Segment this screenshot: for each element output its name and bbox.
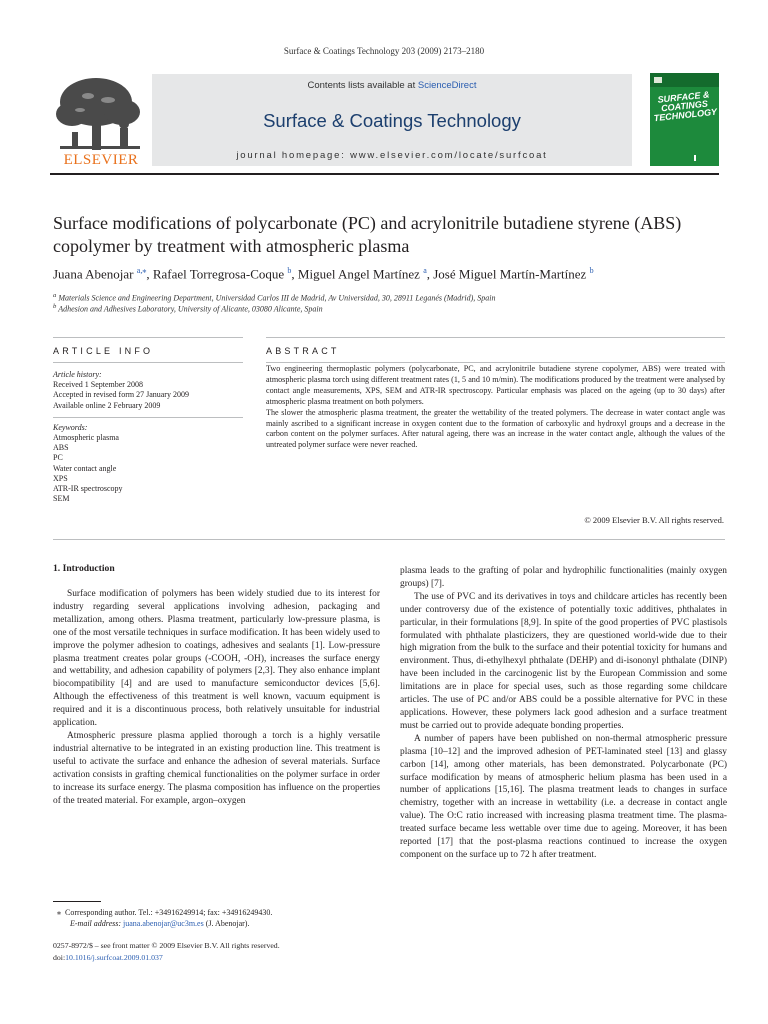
affiliation-text: Materials Science and Engineering Department, Universidad Carlos III de Madrid, Av Universidad, 30, 28911 Leganés (Madrid), Spain [58,293,496,303]
body-paragraph: Atmospheric pressure plasma applied thorough a torch is a highly versatile industrial alternative to be integrated in an existing production line. This treatment is useful to activate the surface and enhance the adhesion of several materials. Surface activation consists in grafting chemical functionalities on the polymer surface in order to increase its surface energy. The plasma composition has influence on the properties of the treated material. For example, argon–oxygen [53,730,380,806]
email-link[interactable]: juana.abenojar@uc3m.es [123,919,204,928]
body-paragraph: A number of papers have been published on non-thermal atmospheric pressure plasma [10–12] and the improved adhesion of PET-laminated steel [13] and glassy carbon [14], among other materials, has been demonstrated. Polycarbonate (PC) surface modification by means of atmospheric helium plasma has been used in a number of applications [15,16]. The plasma treatment leads to changes in surface chemistry, together with an increase in wettability (i.e. a decrease in contact angle value). The O:C ratio increased with increasing plasma treatment time. The plasma-treated surface became less wettable over time due to ageing. Moreover, it has been reported [17] that the post-plasma reactions continued to increase the oxygen component on the surface up to 72 h after treatment. [400,733,727,860]
affiliation-mark: b [53,303,57,310]
body-right-column [400,565,727,862]
copyright-notice: © 2009 Elsevier B.V. All rights reserved. [584,515,724,525]
author-list: Juana Abenojar $^{a,⁎}$, Rafael Torregrosa-Coque $^b$, Miguel Angel Martínez $^a$, José Miguel Martín-Martínez $^b$ [53,266,594,282]
body-paragraph: Surface modification of polymers has been widely studied due to its interest for industry regarding several applications involving adhesion, packaging and metallization, among others. Plasma treatment, particularly low-pressure plasma, is one of the most versatile techniques in surface modification. It has been widely used to improve the polymer adhesion to coatings, adhesives and sealants [1]. Low-pressure plasma treatment creates polar groups (-COOH, -OH), increases the surface energy and wettability, and adhesion capability of polymers [2,3]. They also enhance implant biocompatibility [4] and are used to manufacture semiconductor devices [5,6]. Although the effectiveness of this treatment is well known, vacuum equipment is required and it is a discontinuous process, both relatively unsuitable for industrial application. [53,589,380,729]
article-title: Surface modifications of polycarbonate (PC) and acrylonitrile butadiene styrene (ABS) copolymer by treatment with atmospheric plasma [53,213,682,256]
running-head: Surface & Coatings Technology 203 (2009) 2173–2180 [283,46,485,56]
keyword: Atmospheric plasma [53,433,119,443]
affiliation-mark: a [53,292,57,299]
history-item: Accepted in revised form 27 January 2009 [53,390,189,400]
divider [53,539,725,540]
divider [53,337,243,338]
author-name: Juana Abenojar [53,266,134,282]
author-affiliation-mark[interactable]: b [589,266,594,275]
contents-line [152,80,632,91]
article-info-heading: ARTICLE INFO [53,346,154,356]
sciencedirect-link[interactable]: ScienceDirect [417,80,477,91]
history-item: Available online 2 February 2009 [53,400,161,410]
abstract-heading: ABSTRACT [266,346,340,356]
divider [266,337,725,338]
keyword: PC [53,453,63,463]
history-label: Article history: [53,370,102,379]
email-line [70,918,400,929]
affiliation [53,292,733,303]
masthead-divider [50,173,719,175]
keyword: ABS [53,443,69,453]
body-paragraph: The use of PVC and its derivatives in toys and childcare articles has recently been under controversy due of the existence of potentially toxic additives, phthalates in particular, in their formulations [8,9]. In spite of the good properties of PVC plastisols formulated with phthalate plasticizers, they are questioned world-wide due to their high migration from the bulk to the surface and their potential toxicity for humans and environment. Thus, di-ethylhexyl phthalate (DEHP) and di-isononyl phthalate (DINP) have been included in the carcinogenic list by the European Commission and some limitations are in place for special uses, such as those regarding some childcare articles. The use of PC and/or ABS could be a possible alternative for PVC in these applications. However, these polymers lack good adhesion and a surface treatment must be carried out to provide adequate bonding properties. [400,591,727,731]
contents-prefix: Contents lists available at [307,80,418,91]
keyword: Water contact angle [53,463,117,473]
doi-line [53,952,383,964]
body-left-column [53,588,380,807]
author-name: Rafael Torregrosa-Coque [152,266,285,282]
issn-doi-block [53,940,383,963]
author-affiliation-mark[interactable]: a [423,266,427,275]
affiliation [53,303,733,314]
section-heading: 1. Introduction [53,563,115,574]
doi-label: doi: [53,952,66,962]
keyword: ATR-IR spectroscopy [53,484,123,494]
email-suffix: (J. Abenojar). [205,919,250,928]
divider [53,362,243,363]
issn-line: 0257-8972/$ – see front matter © 2009 Elsevier B.V. All rights reserved. [53,941,280,950]
keyword: XPS [53,473,68,483]
abstract-text [266,364,725,451]
journal-cover-thumbnail [650,73,719,166]
keyword: SEM [53,494,70,504]
abstract-paragraph: The slower the atmospheric plasma treatment, the greater the wettability of the treated polymers. The decrease in water contact angle was mainly ascribed to a significant increase in oxygen content due to the formation of carboxylic and hydroxyl groups and a decrease in the carbon content on the polymer surfaces. After natural ageing, there was an increase in the water contact angle, although the values of the untreated polymer surface were never reached. [266,407,725,450]
author-affiliation-mark[interactable]: a,⁎ [136,266,147,275]
doi-link[interactable]: 10.1016/j.surfcoat.2009.01.037 [65,952,163,962]
publisher-wordmark: ELSEVIER [63,152,139,168]
footnote-mark: ⁎ [57,908,61,917]
footnote-text: Corresponding author. Tel.: +34916249914; fax: +34916249430. [65,908,273,917]
email-label: E-mail address: [70,919,122,928]
divider [266,362,725,363]
footnote-divider [53,901,101,902]
affiliation-text: Adhesion and Adhesives Laboratory, University of Alicante, 03080 Alicante, Spain [58,304,323,314]
divider [53,417,243,418]
body-paragraph: plasma leads to the grafting of polar and hydrophilic functionalities (mainly oxygen groups) [7]. [400,566,727,589]
journal-homepage[interactable]: journal homepage: www.elsevier.com/locate/surfcoat [236,150,548,161]
corresponding-author-note [53,907,383,918]
history-item: Received 1 September 2008 [53,380,143,390]
author-name: José Miguel Martín-Martínez [433,266,587,282]
cover-title: SURFACE & COATINGS TECHNOLOGY [653,89,718,124]
abstract-paragraph: Two engineering thermoplastic polymers (polycarbonate, PC, and acrylonitrile butadiene styrene copolymer, ABS) were treated with atmospheric plasma torch using different treatment rates (1, 5 and 10 m/min). The modifications produced by the treatment were analysed by contact angle measurements, XPS, SEM and ATR-IR spectroscopy. Particular emphasis was placed on the ageing (up to 30 days) after atmospheric plasma treatment on both polymers. [266,364,725,406]
keywords-label: Keywords: [53,422,88,432]
author-affiliation-mark[interactable]: b [287,266,292,275]
article-info [53,370,243,504]
journal-name: Surface & Coatings Technology [263,110,521,131]
author-name: Miguel Angel Martínez [297,266,420,282]
